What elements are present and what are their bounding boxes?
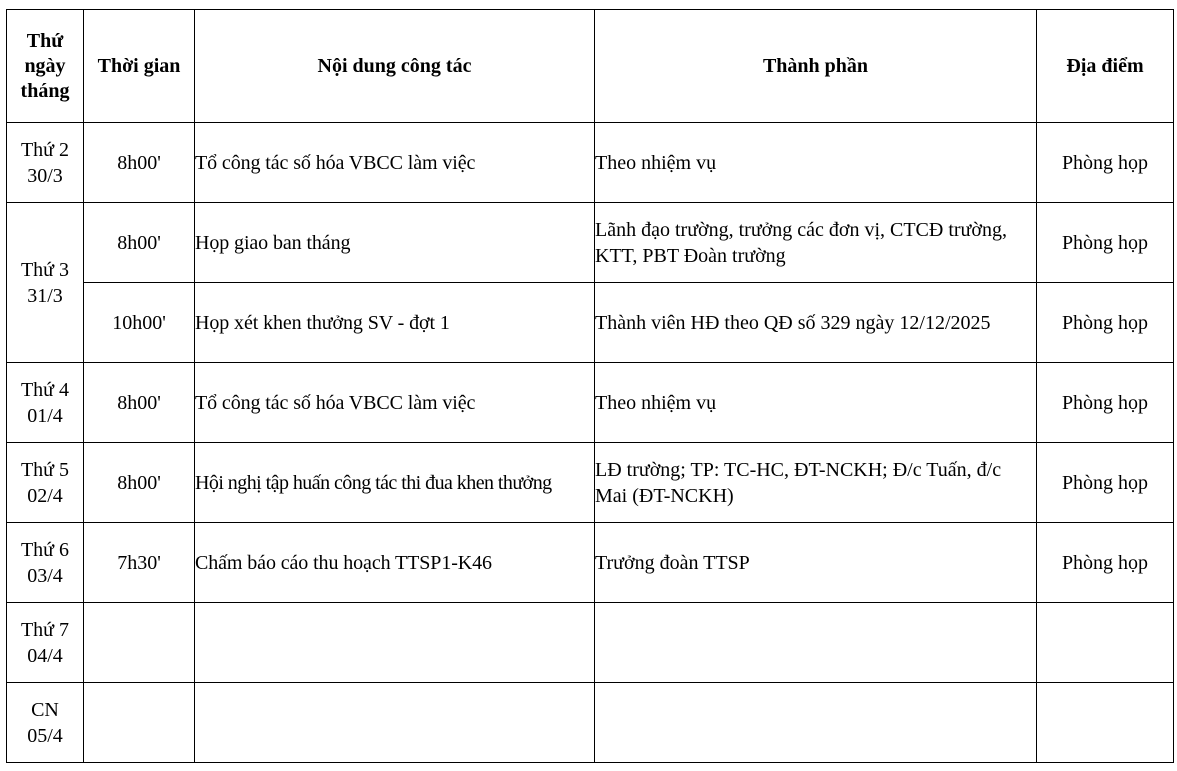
place-cell: Phòng họp	[1037, 123, 1174, 203]
header-content: Nội dung công tác	[195, 10, 595, 123]
time-cell: 7h30'	[84, 523, 195, 603]
day-cell	[7, 123, 84, 203]
header-row	[7, 10, 1174, 123]
weekday: Thứ 2	[20, 138, 70, 161]
weekday: Thứ 4	[20, 378, 70, 401]
header-members: Thành phần	[595, 10, 1037, 123]
day-cell	[7, 363, 84, 443]
time-cell: 8h00'	[84, 363, 195, 443]
content-cell: Tổ công tác số hóa VBCC làm việc	[195, 123, 595, 203]
members-cell: Theo nhiệm vụ	[595, 363, 1037, 443]
day-cell	[7, 603, 84, 683]
header-place: Địa điểm	[1037, 10, 1174, 123]
header-day	[7, 10, 84, 123]
date: 02/4	[27, 484, 63, 507]
place-cell: Phòng họp	[1037, 523, 1174, 603]
time-cell: 8h00'	[84, 443, 195, 523]
place-cell	[1037, 683, 1174, 763]
content-cell: Họp giao ban tháng	[195, 203, 595, 283]
weekday: Thứ 6	[20, 538, 70, 561]
members-cell: Theo nhiệm vụ	[595, 123, 1037, 203]
time-cell	[84, 603, 195, 683]
weekday: Thứ 5	[20, 458, 70, 481]
members-cell	[595, 603, 1037, 683]
content-cell: Họp xét khen thưởng SV - đợt 1	[195, 283, 595, 363]
table-row	[7, 283, 1174, 363]
content-cell	[195, 603, 595, 683]
weekday: Thứ 3	[20, 258, 70, 281]
members-cell: LĐ trường; TP: TC-HC, ĐT-NCKH; Đ/c Tuấn, đ/c Mai (ĐT-NCKH)	[595, 443, 1037, 523]
day-cell	[7, 683, 84, 763]
day-cell	[7, 443, 84, 523]
time-cell: 10h00'	[84, 283, 195, 363]
content-cell: Tổ công tác số hóa VBCC làm việc	[195, 363, 595, 443]
members-cell: Trưởng đoàn TTSP	[595, 523, 1037, 603]
date: 03/4	[27, 564, 63, 587]
table-row	[7, 203, 1174, 283]
work-schedule-table	[6, 9, 1174, 763]
date: 04/4	[27, 644, 63, 667]
place-cell	[1037, 603, 1174, 683]
table-row	[7, 523, 1174, 603]
time-cell: 8h00'	[84, 123, 195, 203]
date: 31/3	[27, 284, 63, 307]
table-row	[7, 443, 1174, 523]
place-cell: Phòng họp	[1037, 363, 1174, 443]
content-cell	[195, 683, 595, 763]
table-row	[7, 123, 1174, 203]
place-cell: Phòng họp	[1037, 283, 1174, 363]
header-day-line: ngày	[24, 54, 66, 77]
time-cell	[84, 683, 195, 763]
weekday: CN	[31, 698, 59, 721]
members-cell: Lãnh đạo trường, trưởng các đơn vị, CTCĐ trường, KTT, PBT Đoàn trường	[595, 203, 1037, 283]
header-time: Thời gian	[84, 10, 195, 123]
members-cell: Thành viên HĐ theo QĐ số 329 ngày 12/12/2025	[595, 283, 1037, 363]
content-cell: Chấm báo cáo thu hoạch TTSP1-K46	[195, 523, 595, 603]
table-row	[7, 603, 1174, 683]
weekday: Thứ 7	[20, 618, 70, 641]
day-cell	[7, 523, 84, 603]
place-cell: Phòng họp	[1037, 203, 1174, 283]
date: 05/4	[27, 724, 63, 747]
content-cell: Hội nghị tập huấn công tác thi đua khen thưởng	[195, 443, 595, 523]
header-day-line: tháng	[20, 79, 70, 102]
date: 30/3	[27, 164, 63, 187]
date: 01/4	[27, 404, 63, 427]
header-day-line: Thứ	[26, 29, 64, 52]
members-cell	[595, 683, 1037, 763]
table-row	[7, 363, 1174, 443]
table-row	[7, 683, 1174, 763]
place-cell: Phòng họp	[1037, 443, 1174, 523]
day-cell	[7, 203, 84, 363]
time-cell: 8h00'	[84, 203, 195, 283]
